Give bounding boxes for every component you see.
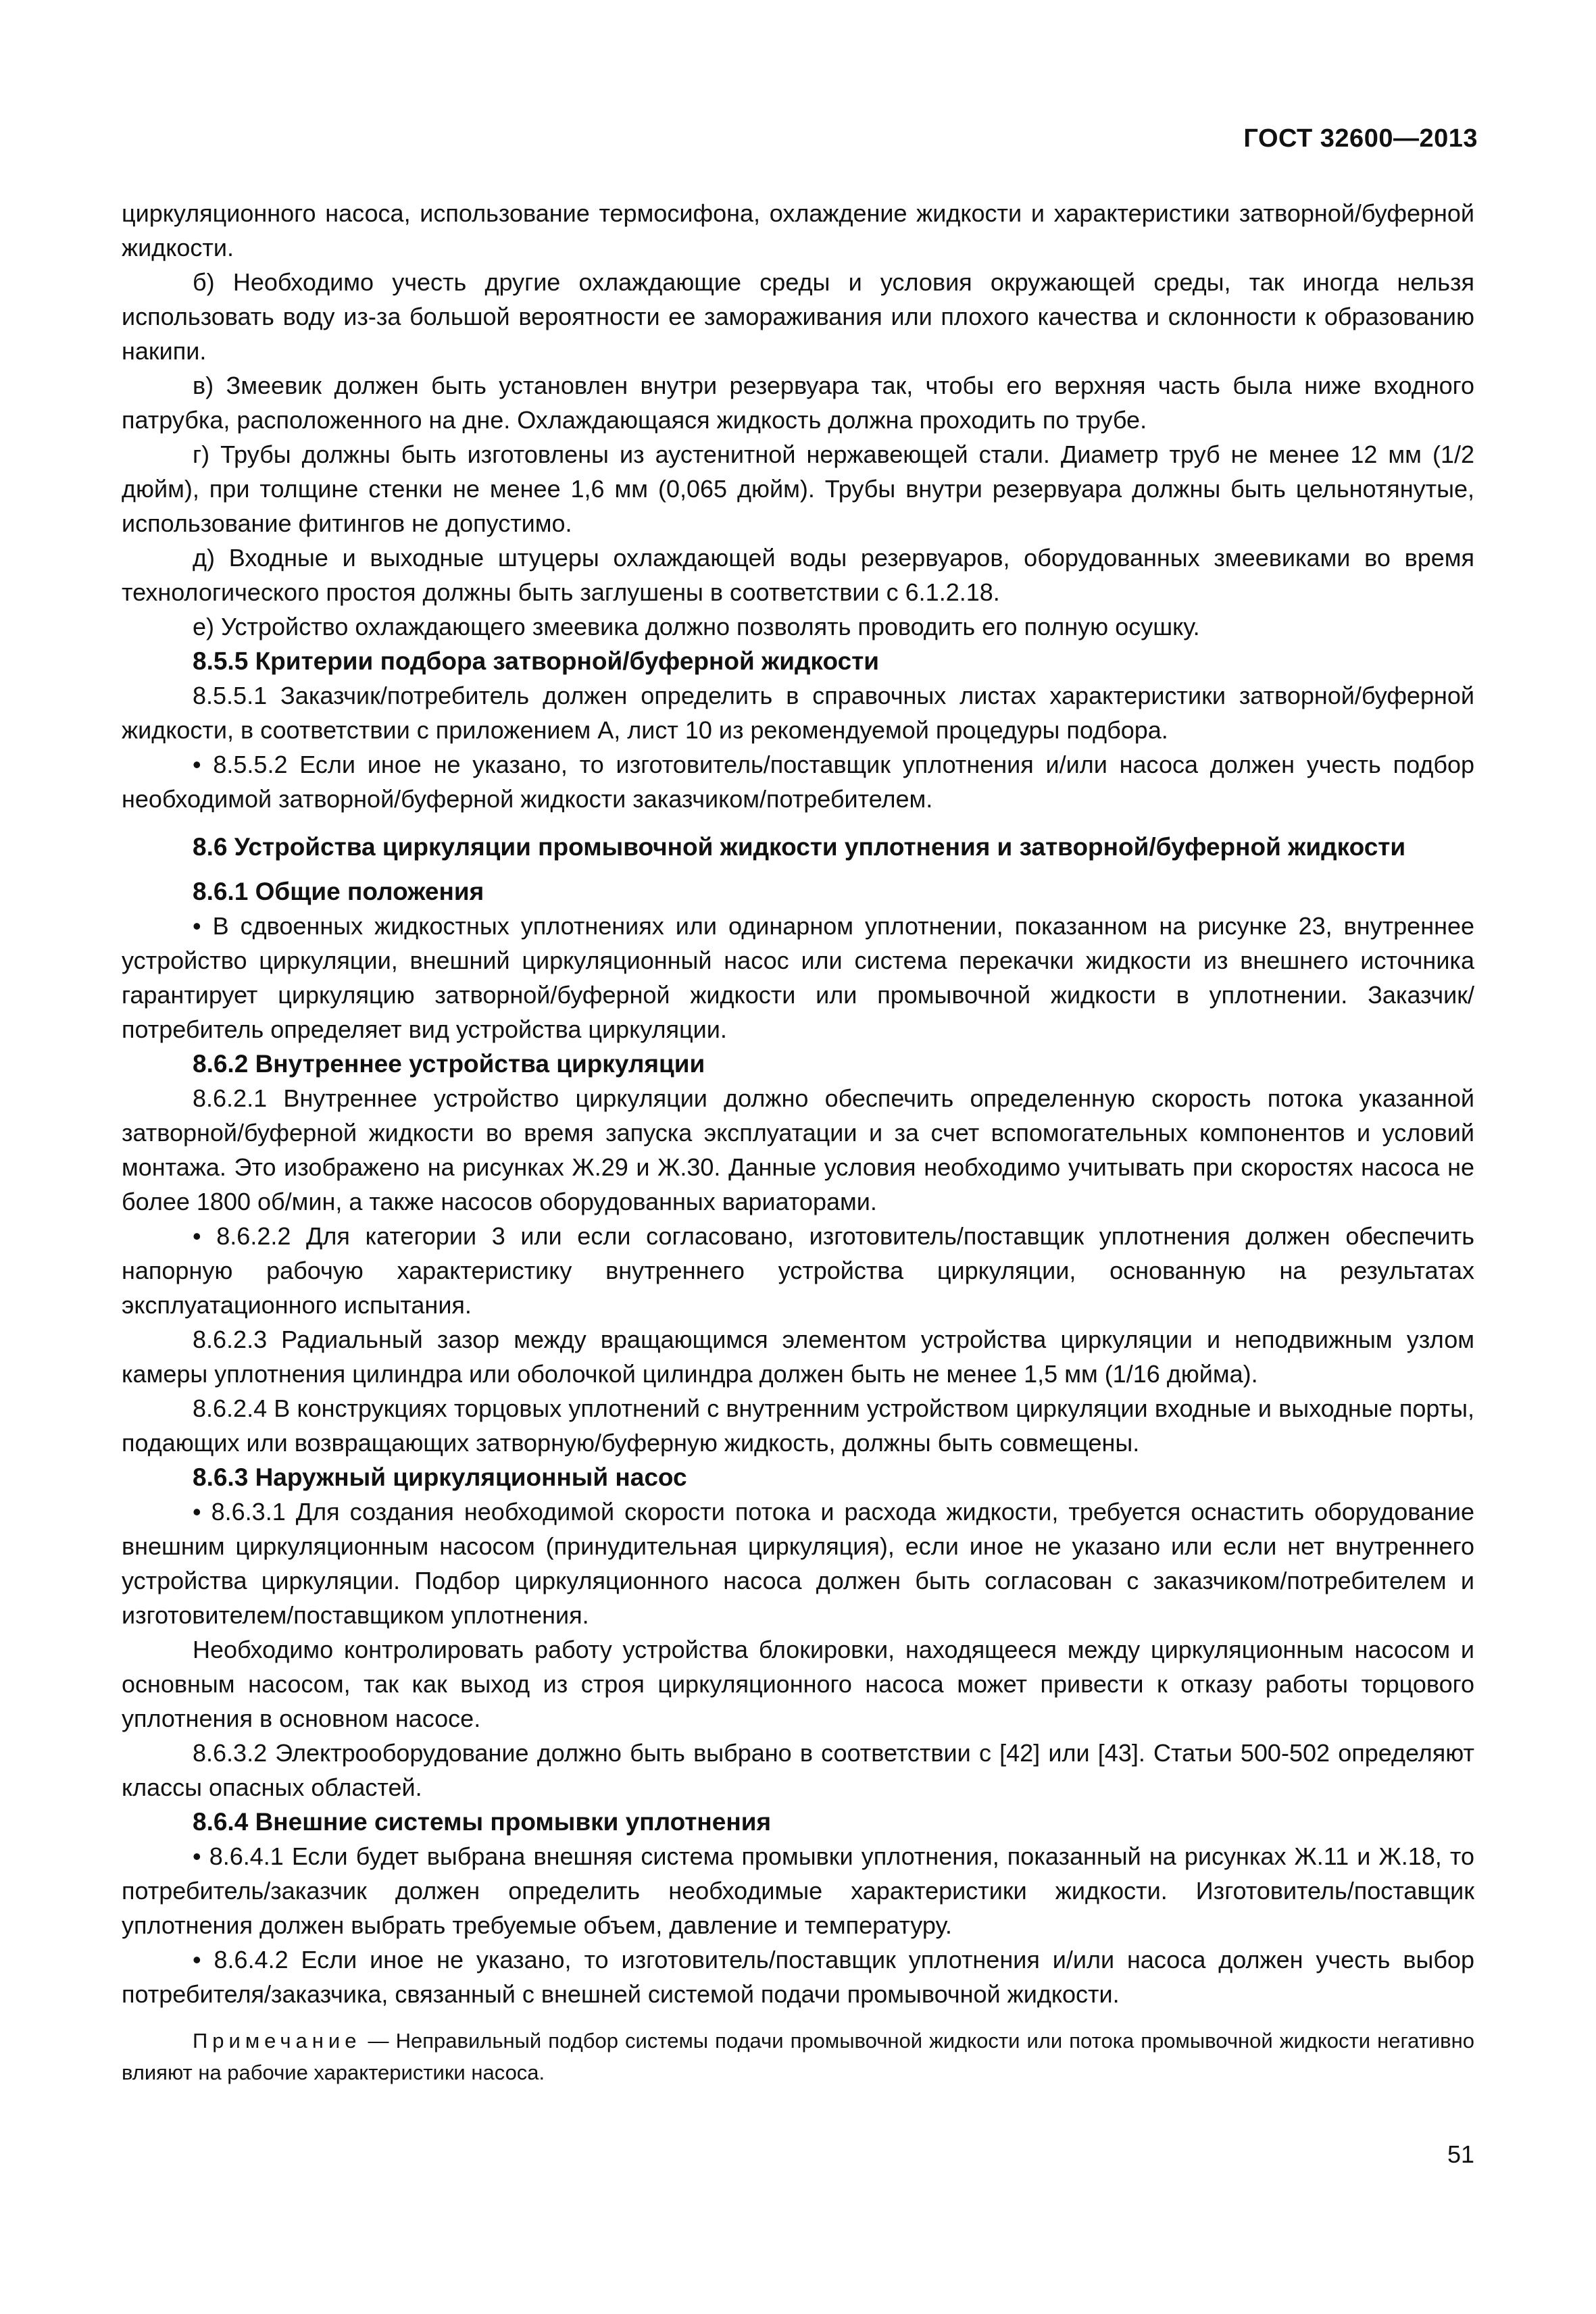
paragraph: д) Входные и выходные штуцеры охлаждающей воды резервуаров, оборудованных змеевиками во время технологического простоя должны быть заглушены в соответствии с 6.1.2.18. — [122, 544, 1474, 606]
paragraph: • 8.5.5.2 Если иное не указано, то изготовитель/поставщик уплотнения и/или насоса должен учесть подбор необходимой затворной/буферной жидкости заказчиком/потребителем. — [122, 751, 1474, 813]
paragraph: 8.6.2.4 В конструкциях торцовых уплотнений с внутренним устройством циркуляции входные и выходные порты, подающих или возвращающих затворную/буферную жидкость, должны быть совмещены. — [122, 1394, 1474, 1457]
page-number: 51 — [1447, 2140, 1474, 2168]
note-text: — Неправильный подбор системы подачи промывочной жидкости или потока промывочной жидкости негативно влияют на рабочие характеристики насоса. — [122, 2029, 1474, 2084]
paragraph: г) Трубы должны быть изготовлены из аустенитной нержавеющей стали. Диаметр труб не менее 12 мм (1/2 дюйм), при толщине стенки не менее 1,6 мм (0,065 дюйм). Трубы внутри резервуара должны быть цельнотянутые, использование фитингов не допустимо. — [122, 441, 1474, 537]
section-heading-8-6-3: 8.6.3 Наружный циркуляционный насос — [193, 1463, 687, 1491]
section-heading-8-6-1: 8.6.1 Общие положения — [193, 878, 484, 905]
paragraph: 8.5.5.1 Заказчик/потребитель должен определить в справочных листах характеристики затворной/буферной жидкости, в соответствии с приложением А, лист 10 из рекомендуемой процедуры подбора. — [122, 682, 1474, 744]
document-body — [122, 196, 1474, 2088]
note-paragraph — [122, 2025, 1474, 2088]
paragraph: 8.6.2.1 Внутреннее устройство циркуляции должно обеспечить определенную скорость потока указанной затворной/буферной жидкости во время запуска эксплуатации и за счет вспомогательных компонентов и условий монтажа. Это изображено на рисунках Ж.29 и Ж.30. Данные условия необходимо учитывать при скоростях насоса не более 1800 об/мин, а также насосов оборудованных вариаторами. — [122, 1084, 1474, 1215]
note-label: Примечание — [193, 2029, 361, 2053]
document-id-header: ГОСТ 32600—2013 — [1243, 124, 1478, 153]
paragraph: циркуляционного насоса, использование термосифона, охлаждение жидкости и характеристики затворной/буферной жидкости. — [122, 199, 1474, 261]
paragraph: б) Необходимо учесть другие охлаждающие среды и условия окружающей среды, так иногда нельзя использовать воду из-за большой вероятности ее замораживания или плохого качества и склонности к образованию накипи. — [122, 268, 1474, 365]
paragraph: 8.6.3.2 Электрооборудование должно быть выбрано в соответствии с [42] или [43]. Статьи 500-502 определяют классы опасных областей. — [122, 1739, 1474, 1801]
paragraph: • В сдвоенных жидкостных уплотнениях или одинарном уплотнении, показанном на рисунке 23, внутреннее устройство циркуляции, внешний циркуляционный насос или система перекачки жидкости из внешнего источника гарантирует циркуляцию затворной/буферной жидкости или промывочной жидкости в уплотнении. Заказчик/потребитель определяет вид устройства циркуляции. — [122, 912, 1474, 1043]
paragraph: • 8.6.2.2 Для категории 3 или если согласовано, изготовитель/поставщик уплотнения должен обеспечить напорную рабочую характеристику внутреннего устройства циркуляции, основанную на результатах эксплуатационного испытания. — [122, 1222, 1474, 1319]
paragraph: • 8.6.3.1 Для создания необходимой скорости потока и расхода жидкости, требуется оснастить оборудование внешним циркуляционным насосом (принудительная циркуляция), если иное не указано или если нет внутреннего устройства циркуляции. Подбор циркуляционного насоса должен быть согласован с заказчиком/потребителем и изготовителем/поставщиком уплотнения. — [122, 1498, 1474, 1629]
section-heading-8-5-5: 8.5.5 Критерии подбора затворной/буферной жидкости — [193, 647, 880, 675]
paragraph: 8.6.2.3 Радиальный зазор между вращающимся элементом устройства циркуляции и неподвижным узлом камеры уплотнения цилиндра или оболочкой цилиндра должен быть не менее 1,5 мм (1/16 дюйма). — [122, 1326, 1474, 1388]
section-heading-8-6: 8.6 Устройства циркуляции промывочной жидкости уплотнения и затворной/буферной жидкости — [193, 833, 1406, 861]
paragraph: в) Змеевик должен быть установлен внутри резервуара так, чтобы его верхняя часть была ниже входного патрубка, расположенного на дне. Охлаждающаяся жидкость должна проходить по трубе. — [122, 372, 1474, 434]
section-heading-8-6-4: 8.6.4 Внешние системы промывки уплотнения — [193, 1808, 772, 1836]
paragraph: • 8.6.4.1 Если будет выбрана внешняя система промывки уплотнения, показанный на рисунках Ж.11 и Ж.18, то потребитель/заказчик должен определить необходимые характеристики жидкости. Изготовитель/поставщик уплотнения должен выбрать требуемые объем, давление и температуру. — [122, 1842, 1474, 1939]
paragraph: • 8.6.4.2 Если иное не указано, то изготовитель/поставщик уплотнения и/или насоса должен учесть выбор потребителя/заказчика, связанный с внешней системой подачи промывочной жидкости. — [122, 1946, 1474, 2008]
paragraph: Необходимо контролировать работу устройства блокировки, находящееся между циркуляционным насосом и основным насосом, так как выход из строя циркуляционного насоса может привести к отказу работы торцового уплотнения в основном насосе. — [122, 1636, 1474, 1732]
paragraph: е) Устройство охлаждающего змеевика должно позволять проводить его полную осушку. — [193, 613, 1200, 640]
section-heading-8-6-2: 8.6.2 Внутреннее устройства циркуляции — [193, 1050, 705, 1078]
